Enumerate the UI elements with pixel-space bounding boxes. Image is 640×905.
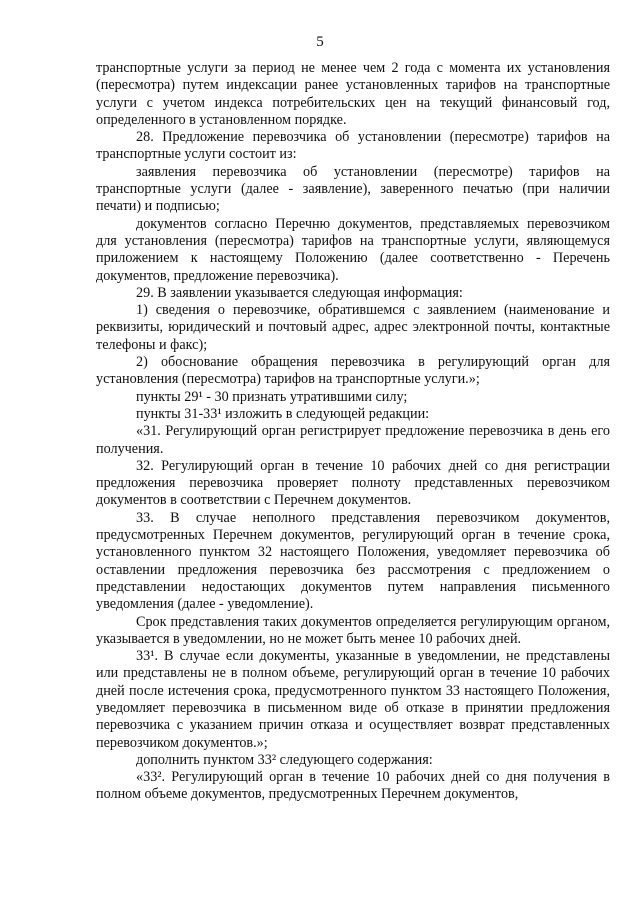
paragraph: дополнить пунктом 33² следующего содержания: (136, 751, 433, 768)
paragraph: 33¹. В случае если документы, указанные в уведомлении, не представлены или представлены не в полном объеме, регулирующий орган в течение 10 рабочих дней после истечения срока, предусмотренного пунктом 33 настоящего Положения, уведомляет перевозчика в письменном виде об отказе в принятии предложения перевозчика с указанием причин отказа и осуществляет возврат представленных перевозчиком документов.»; (96, 648, 610, 751)
paragraph: заявления перевозчика об установлении (пересмотре) тарифов на транспортные услуги (далее - заявление), заверенного печатью (при наличии печати) и подписью; (96, 163, 610, 215)
paragraph: «31. Регулирующий орган регистрирует предложение перевозчика в день его получения. (96, 423, 610, 457)
paragraph: «33². Регулирующий орган в течение 10 рабочих дней со дня получения в полном объеме документов, предусмотренных Перечнем документов, (96, 769, 610, 803)
paragraph: пункты 29¹ - 30 признать утратившими силу; (136, 388, 408, 405)
page-number: 5 (316, 34, 324, 50)
paragraph: Срок представления таких документов определяется регулирующим органом, указывается в уведомлении, но не может быть менее 10 рабочих дней. (96, 613, 610, 647)
paragraph: 28. Предложение перевозчика об установлении (пересмотре) тарифов на транспортные услуги состоит из: (96, 129, 610, 163)
paragraph: 33. В случае неполного представления перевозчиком документов, предусмотренных Перечнем документов, регулирующий орган в течение срока, установленного пунктом 32 настоящего Положения, уведомляет перевозчика об оставлении предложения перевозчика без рассмотрения с предложением о представлении недостающих документов путем направления письменного уведомления (далее - уведомление). (96, 509, 610, 613)
paragraph: пункты 31-33¹ изложить в следующей редакции: (136, 405, 430, 422)
paragraph: документов согласно Перечню документов, представляемых перевозчиком для установления (пересмотра) тарифов на транспортные услуги, являющемуся приложением к настоящему Положению (далее соответственно - Перечень документов, предложение перевозчика). (96, 215, 610, 284)
paragraph: 29. В заявлении указывается следующая информация: (136, 284, 463, 301)
paragraph: 1) сведения о перевозчике, обратившемся с заявлением (наименование и реквизиты, юридический и почтовый адрес, адрес электронной почты, контактные телефоны и факс); (96, 302, 610, 353)
paragraph: 2) обоснование обращения перевозчика в регулирующий орган для установления (пересмотра) тарифов на транспортные услуги.»; (96, 354, 610, 388)
paragraph: 32. Регулирующий орган в течение 10 рабочих дней со дня регистрации предложения перевозчика проверяет полноту представленных перевозчиком документов в соответствии с Перечнем документов. (96, 457, 610, 509)
document-body (96, 60, 610, 804)
paragraph: транспортные услуги за период не менее чем 2 года с момента их установления (пересмотра) путем индексации ранее установленных тарифов на транспортные услуги с учетом индекса потребительских цен на текущий финансовый год, определенного в установленном порядке. (96, 60, 610, 128)
